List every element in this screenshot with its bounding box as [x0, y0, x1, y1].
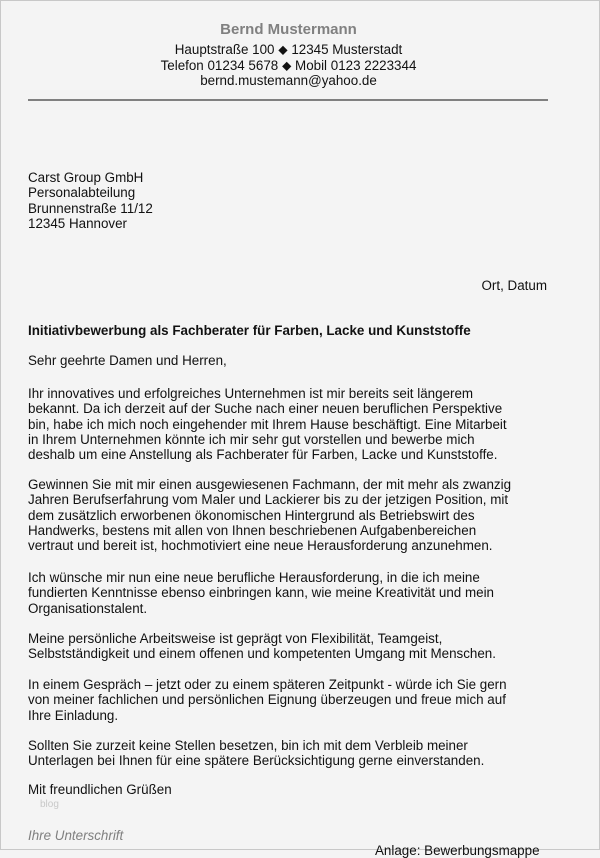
recipient-line: 12345 Hannover: [28, 215, 128, 231]
paragraph-line: Ich wünsche mir nun eine neue berufliche Herausforderung, in die ich meine: [28, 570, 480, 585]
sender-phone: Telefon 01234 5678 ⬥ Mobil 0123 2223344: [160, 58, 417, 73]
recipient-line: Carst Group GmbH: [28, 170, 144, 185]
paragraph-line: Organisationstalent.: [28, 600, 148, 616]
signature: Ihre Unterschrift: [28, 828, 124, 843]
header-divider: [28, 99, 548, 101]
paragraph-line: vertraut und bereit ist, hochmotiviert eine neue Herausforderung anzunehmen.: [28, 538, 493, 554]
paragraph-line: fundierten Kenntnisse ebenso einbringen kann, wie meine Kreativität und mein: [28, 585, 494, 601]
paragraph: [28, 738, 484, 769]
paragraph-line: bin, habe ich mich noch eingehender mit Ihrem Hause beschäftigt. Eine Mitarbeit: [28, 416, 507, 432]
closing: Mit freundlichen Grüßen: [28, 782, 172, 797]
subject-line: Initiativbewerbung als Fachberater für Farben, Lacke und Kunststoffe: [28, 323, 471, 338]
paragraph: [28, 386, 507, 462]
paragraph-line: Jahren Berufserfahrung vom Maler und Lackierer bis zu der jetzigen Position, mit: [28, 492, 509, 508]
paragraph: [28, 570, 494, 616]
paragraph-line: bekannt. Da ich derzeit auf der Suche nach einer neuen beruflichen Perspektive: [28, 401, 503, 417]
paragraph-line: Selbstständigkeit und einem offenen und kompetenten Umgang mit Menschen.: [28, 646, 496, 662]
paragraph-line: Ihr innovatives und erfolgreiches Unternehmen ist mir bereits seit längerem: [28, 386, 474, 401]
paragraph-line: in Ihrem Unternehmen könnte ich mir sehr gut vorstellen und bewerbe mich: [28, 431, 475, 447]
recipient-line: Brunnenstraße 11/12: [28, 200, 153, 216]
paragraph-line: deshalb um eine Anstellung als Fachberater für Farben, Lacke und Kunststoffe.: [28, 447, 498, 463]
paragraph-line: Meine persönliche Arbeitsweise ist geprägt von Flexibilität, Teamgeist,: [28, 631, 443, 646]
paragraph-line: Sollten Sie zurzeit keine Stellen besetzen, bin ich mit dem Verbleib meiner: [28, 738, 468, 753]
paragraph-line: In einem Gespräch – jetzt oder zu einem späteren Zeitpunkt - würde ich Sie gern: [28, 677, 507, 692]
salutation: Sehr geehrte Damen und Herren,: [28, 353, 227, 368]
attachment-note: Anlage: Bewerbungsmappe: [375, 843, 540, 858]
sender-address: Hauptstraße 100 ⬥ 12345 Musterstadt: [174, 42, 403, 57]
paragraph-line: Ihre Einladung.: [28, 707, 119, 723]
paragraph-line: von meiner fachlichen und persönlichen Eignung überzeugen und freue mich auf: [28, 692, 506, 708]
sender-email: bernd.mustemann@yahoo.de: [200, 73, 377, 88]
watermark: blog: [40, 799, 59, 810]
recipient-line: Personalabteilung: [28, 185, 136, 201]
paragraph: [28, 477, 511, 553]
paragraph-line: Handwerks, bestens mit allen von Ihnen beschriebenen Aufgabenbereichen: [28, 522, 477, 538]
paragraph: [28, 631, 496, 662]
paragraph-line: Unterlagen bei Ihnen für eine spätere Berücksichtigung gerne einverstanden.: [28, 753, 485, 769]
paragraph: [28, 677, 507, 723]
paragraph-line: dem zusätzlich erworbenen ökonomischen Hintergrund als Betriebswirt des: [28, 507, 475, 523]
sender-name: Bernd Mustermann: [220, 21, 357, 38]
recipient-address: [28, 170, 153, 231]
paragraph-line: Gewinnen Sie mit mir einen ausgewiesenen Fachmann, der mit mehr als zwanzig: [28, 477, 512, 492]
place-date: Ort, Datum: [481, 278, 547, 293]
